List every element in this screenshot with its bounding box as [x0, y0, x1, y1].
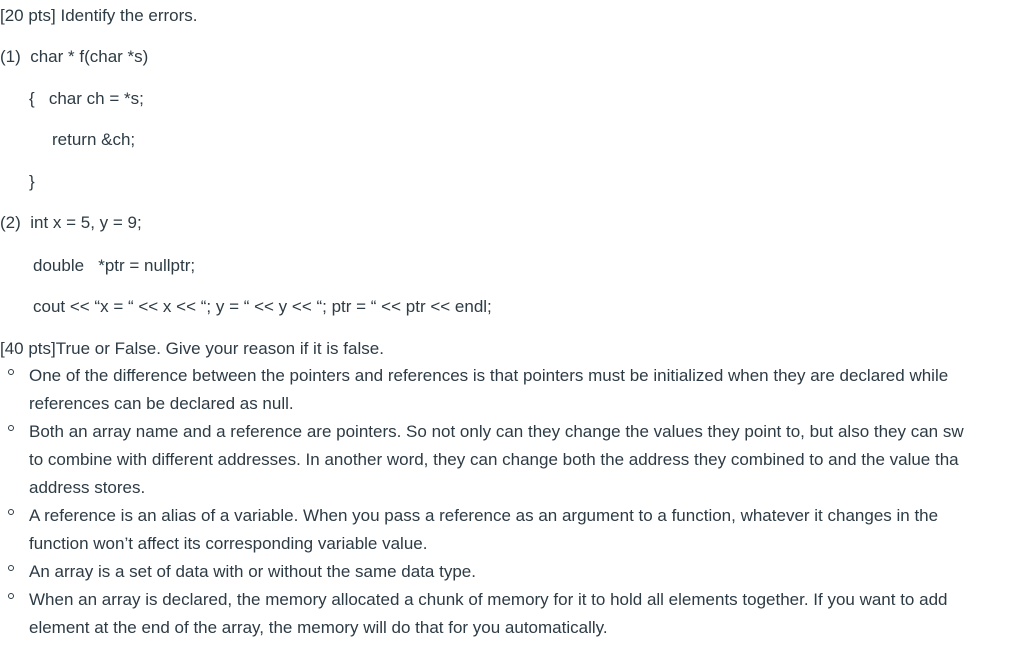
list-item-line: to combine with different addresses. In another word, they can change both the address they combined to and the value tha — [29, 450, 959, 469]
circle-bullet-icon — [8, 565, 14, 571]
list-item-line: function won’t affect its corresponding variable value. — [29, 534, 428, 553]
list-item-line: One of the difference between the pointers and references is that pointers must be initialized when they are declared while — [29, 366, 949, 385]
list-item-line: When an array is declared, the memory allocated a chunk of memory for it to hold all elements together. If you want to add — [29, 590, 948, 609]
question-1-signature: (1) char * f(char *s) — [0, 47, 149, 66]
list-item-line: element at the end of the array, the memory will do that for you automatically. — [29, 618, 608, 637]
section-heading: [20 pts] Identify the errors. — [0, 6, 198, 25]
question-2-pointer-line: double *ptr = nullptr; — [33, 256, 196, 275]
section-heading: [40 pts]True or False. Give your reason if it is false. — [0, 339, 384, 358]
question-2-declaration: (2) int x = 5, y = 9; — [0, 213, 142, 232]
question-2-cout-line: cout << “x = “ << x << “; y = “ << y << “; ptr = “ << ptr << endl; — [33, 297, 492, 316]
list-item-line: references can be declared as null. — [29, 394, 294, 413]
list-item — [0, 558, 1024, 586]
question-1-open-brace-line: { char ch = *s; — [29, 89, 144, 108]
list-item-line: Both an array name and a reference are pointers. So not only can they change the values they point to, but also they can sw — [29, 422, 964, 441]
list-item — [0, 502, 1024, 558]
circle-bullet-icon — [8, 509, 14, 515]
list-item — [0, 586, 1024, 642]
circle-bullet-icon — [8, 369, 14, 375]
circle-bullet-icon — [8, 425, 14, 431]
list-item-line: A reference is an alias of a variable. When you pass a reference as an argument to a function, whatever it changes in the — [29, 506, 939, 525]
list-item — [0, 362, 1024, 418]
list-item-line: address stores. — [29, 478, 146, 497]
list-item — [0, 418, 1024, 502]
question-1-close-brace: } — [29, 172, 35, 191]
list-item-line: An array is a set of data with or without the same data type. — [29, 562, 476, 581]
circle-bullet-icon — [8, 593, 14, 599]
question-1-return-line: return &ch; — [52, 130, 136, 149]
